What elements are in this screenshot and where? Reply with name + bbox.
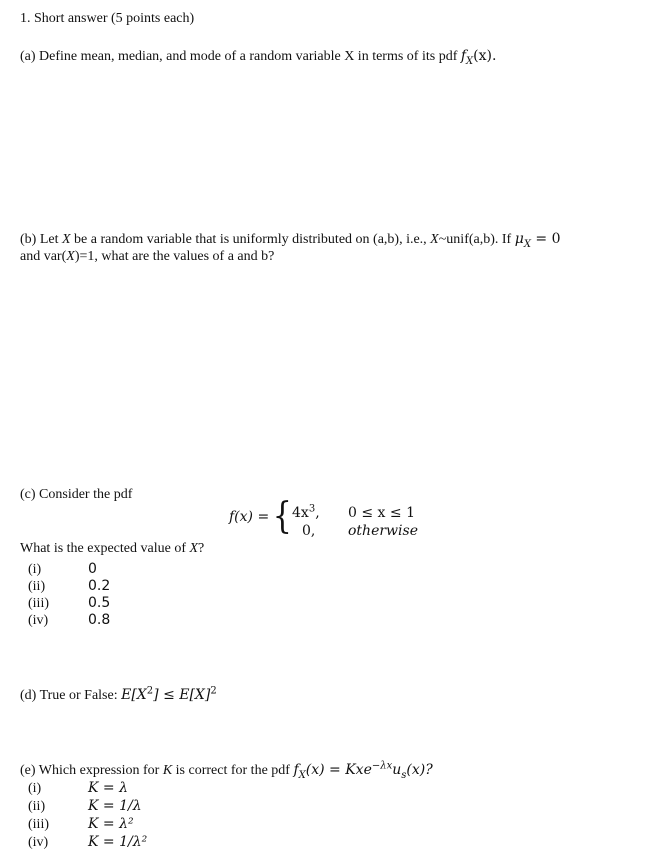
pdf-lhs: f(x) =: [229, 509, 270, 525]
option-c-3-val: 0.5: [88, 595, 111, 611]
question-c-question-var: X: [189, 541, 199, 556]
option-c-2-num: (ii): [28, 579, 46, 594]
question-b-var-2: X: [430, 232, 439, 247]
question-e-text-2: is correct for the pdf: [172, 763, 294, 778]
option-c-3-num: (iii): [28, 596, 49, 611]
question-d: [20, 686, 217, 705]
section-header: 1. Short answer (5 points each): [20, 11, 195, 26]
question-e: [20, 761, 433, 780]
question-d-expr-lhs: E[X: [121, 687, 147, 703]
question-d-expr-lhs-exp: 2: [146, 685, 154, 697]
option-e-2: [28, 797, 142, 816]
question-c-text: (c) Consider the pdf: [20, 487, 133, 502]
question-a-pdf-arg: (x).: [473, 48, 497, 64]
option-e-3: [28, 815, 134, 834]
question-b-line-2: [20, 248, 274, 266]
pdf-case-1-expr: 4x: [292, 505, 309, 521]
option-e-4-val: K = 1/λ²: [88, 834, 148, 850]
option-e-4-num: (iv): [28, 835, 49, 850]
option-c-1-num: (i): [28, 562, 42, 577]
question-b-line-1: [20, 230, 561, 249]
question-b-var-3: X: [66, 249, 75, 264]
question-b-text-5: )=1, what are the values of a and b?: [74, 249, 275, 264]
question-e-pdf-exp: −λx: [371, 760, 393, 772]
question-e-pdf-rest: (x) = Kxe: [305, 762, 372, 778]
question-d-expr-rhs-exp: 2: [210, 685, 217, 697]
pdf-case-1-exp: 3: [308, 503, 316, 515]
pdf-equation: [229, 495, 292, 542]
pdf-case-2: 0,: [302, 523, 316, 539]
question-c-question: [20, 540, 204, 558]
pdf-case-2-condition: otherwise: [348, 523, 418, 539]
question-e-pdf-sub: X: [298, 769, 306, 781]
question-b-mu: μ: [514, 231, 524, 247]
question-c-question-text: What is the expected value of: [20, 541, 190, 556]
option-c-4-num: (iv): [28, 613, 49, 628]
option-e-1: [28, 779, 128, 798]
question-b-mu-sub: X: [523, 238, 531, 250]
question-b-text-1: (b) Let: [20, 232, 62, 247]
question-d-expr-mid: ] ≤ E[X]: [153, 687, 211, 703]
question-d-text: (d) True or False:: [20, 688, 122, 703]
question-a: [20, 47, 496, 66]
pdf-case-1-condition: 0 ≤ x ≤ 1: [348, 505, 415, 521]
option-c-4-val: 0.8: [88, 612, 111, 628]
question-a-text: (a) Define mean, median, and mode of a random variable X in terms of its pdf: [20, 49, 461, 64]
pdf-case-1: [292, 504, 320, 522]
question-e-pdf: f: [293, 762, 299, 778]
question-b-text-3: ~unif(a,b). If: [438, 232, 515, 247]
option-e-2-val: K = 1/λ: [88, 798, 142, 814]
option-e-1-num: (i): [28, 781, 42, 796]
option-e-3-val: K = λ²: [88, 816, 134, 832]
option-c-4: [28, 611, 110, 630]
question-e-var: K: [162, 763, 173, 778]
question-b-mu-eq: = 0: [530, 231, 561, 247]
question-e-pdf-end: (x)?: [406, 762, 433, 778]
question-b-text-2: be a random variable that is uniformly distributed on (a,b), i.e.,: [70, 232, 431, 247]
question-b-text-4: and var(: [20, 249, 67, 264]
option-e-2-num: (ii): [28, 799, 46, 814]
option-e-4: [28, 833, 147, 852]
question-a-pdf: f: [460, 48, 467, 64]
question-e-pdf-u: u: [392, 762, 402, 778]
question-a-pdf-sub: X: [466, 55, 474, 67]
option-c-2-val: 0.2: [88, 578, 111, 594]
question-e-text-1: (e) Which expression for: [20, 763, 163, 778]
question-b-var: X: [61, 232, 71, 247]
option-c-1-val: 0: [88, 561, 97, 577]
pdf-case-1-comma: ,: [315, 505, 320, 521]
left-brace-icon: {: [272, 495, 292, 538]
option-e-1-val: K = λ: [88, 780, 128, 796]
question-e-pdf-u-sub: s: [401, 769, 407, 781]
option-e-3-num: (iii): [28, 817, 49, 832]
question-c-question-mark: ?: [198, 541, 205, 556]
